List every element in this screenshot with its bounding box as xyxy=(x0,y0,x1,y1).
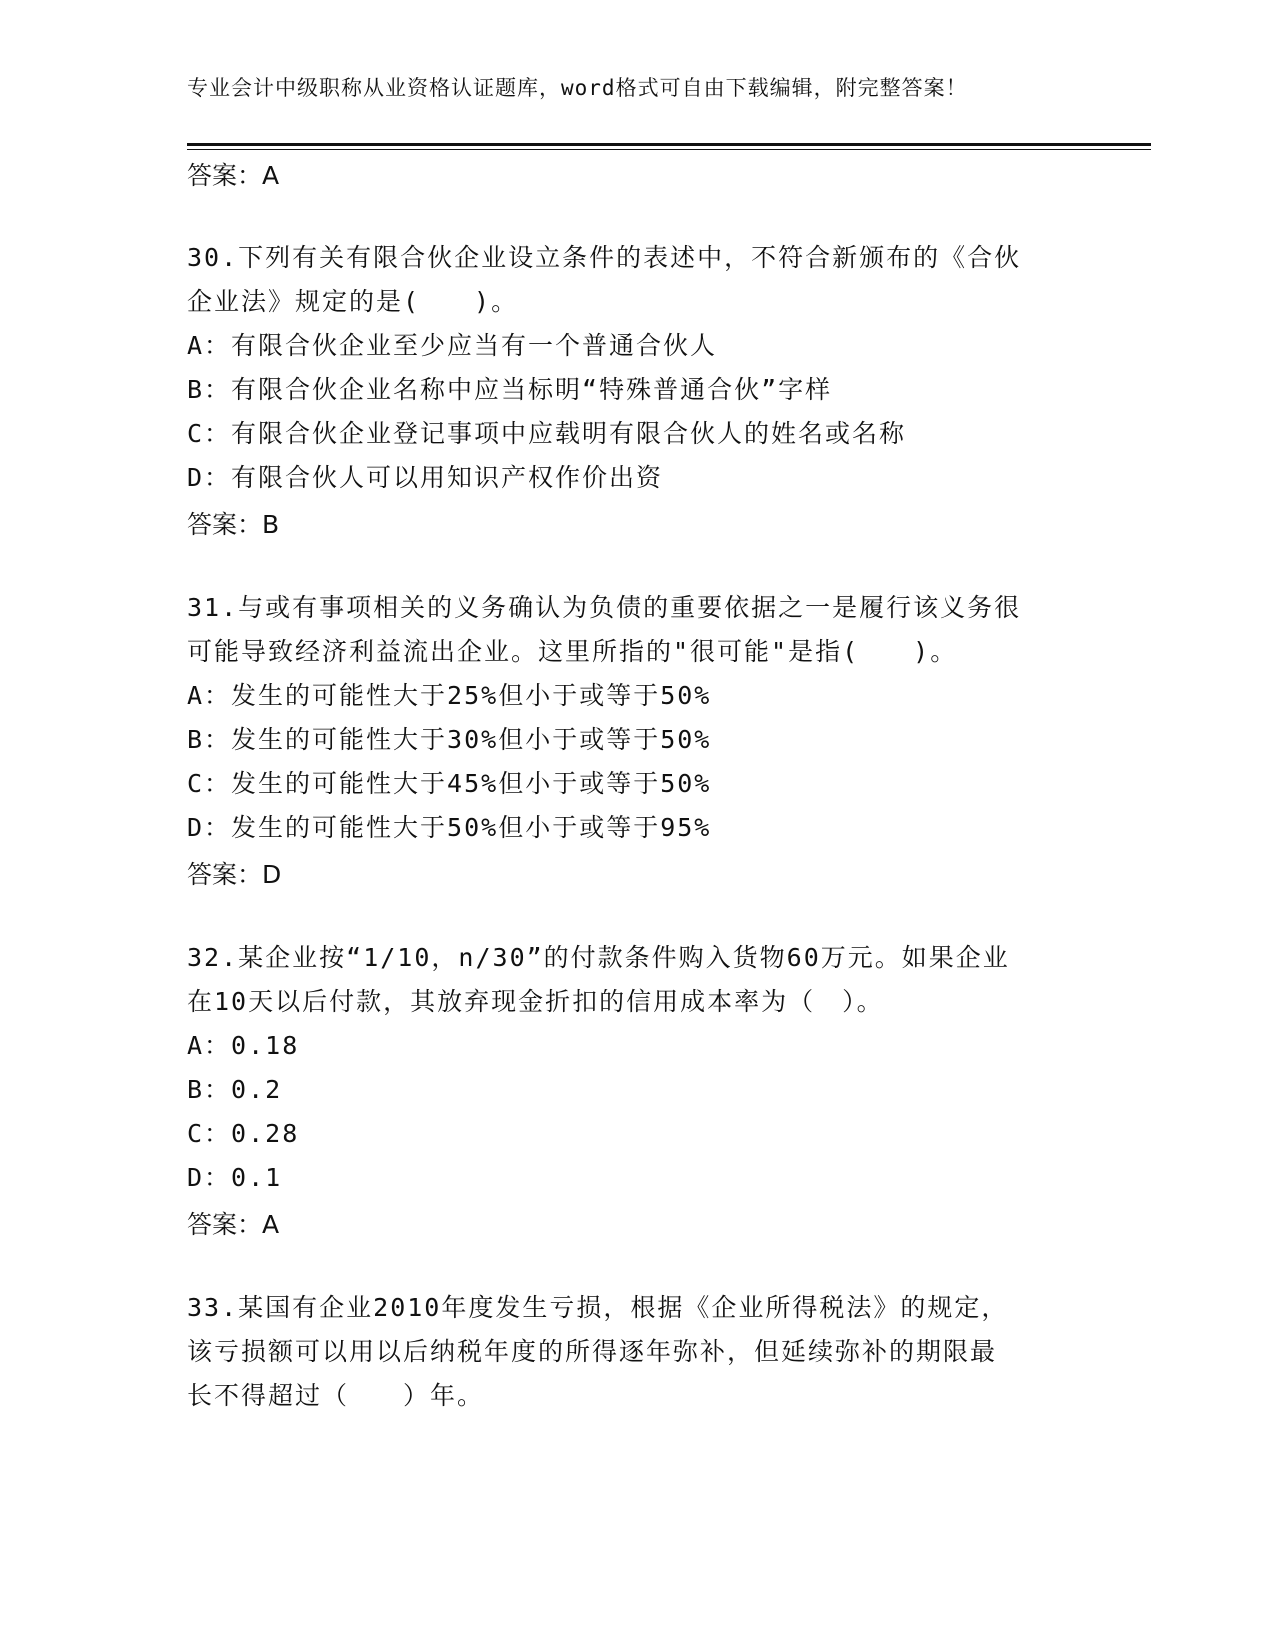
question-31-line-1: 31.与或有事项相关的义务确认为负债的重要依据之一是履行该义务很 xyxy=(187,593,1022,622)
question-32-option-c: C：0.28 xyxy=(187,1119,300,1148)
question-32-line-1: 32.某企业按“1/10，n/30”的付款条件购入货物60万元。如果企业 xyxy=(187,943,1010,972)
question-31-option-d: D：发生的可能性大于50%但小于或等于95% xyxy=(187,813,712,842)
question-31-answer: 答案：D xyxy=(187,860,282,889)
question-33-line-2: 该亏损额可以用以后纳税年度的所得逐年弥补，但延续弥补的期限最 xyxy=(187,1337,998,1366)
question-30-option-a: A：有限合伙企业至少应当有一个普通合伙人 xyxy=(187,331,718,360)
question-32-answer: 答案：A xyxy=(187,1210,280,1239)
question-31-line-2: 可能导致经济利益流出企业。这里所指的"很可能"是指( )。 xyxy=(187,637,958,666)
question-33-line-1: 33.某国有企业2010年度发生亏损，根据《企业所得税法》的规定， xyxy=(187,1293,1009,1322)
header-rule-thick xyxy=(187,143,1151,146)
page-header: 专业会计中级职称从业资格认证题库，word格式可自由下载编辑，附完整答案！ xyxy=(187,76,968,100)
question-32-option-a: A：0.18 xyxy=(187,1031,300,1060)
previous-answer: 答案：A xyxy=(187,161,280,190)
question-30-line-2: 企业法》规定的是( )。 xyxy=(187,287,519,316)
question-33-line-3: 长不得超过（ ）年。 xyxy=(187,1381,485,1410)
question-30-option-b: B：有限合伙企业名称中应当标明“特殊普通合伙”字样 xyxy=(187,375,833,404)
question-32-option-d: D：0.1 xyxy=(187,1163,283,1192)
question-30-line-1: 30.下列有关有限合伙企业设立条件的表述中，不符合新颁布的《合伙 xyxy=(187,243,1022,272)
question-31-option-a: A：发生的可能性大于25%但小于或等于50% xyxy=(187,681,712,710)
question-30-answer: 答案：B xyxy=(187,510,280,539)
header-rule-thin xyxy=(187,149,1151,150)
question-32-line-2: 在10天以后付款，其放弃现金折扣的信用成本率为（ ）。 xyxy=(187,987,884,1016)
question-31-option-b: B：发生的可能性大于30%但小于或等于50% xyxy=(187,725,712,754)
question-30-option-c: C：有限合伙企业登记事项中应载明有限合伙人的姓名或名称 xyxy=(187,419,907,448)
question-32-option-b: B：0.2 xyxy=(187,1075,283,1104)
question-31-option-c: C：发生的可能性大于45%但小于或等于50% xyxy=(187,769,712,798)
question-30-option-d: D：有限合伙人可以用知识产权作价出资 xyxy=(187,463,664,492)
